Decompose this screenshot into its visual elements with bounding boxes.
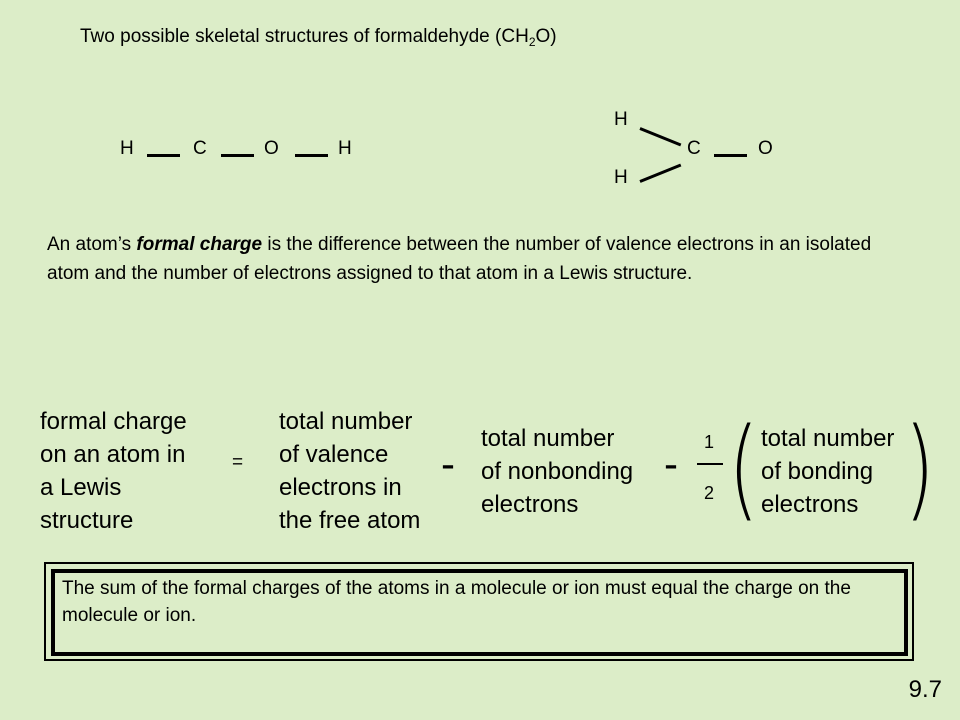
atom-c: C [193, 138, 207, 159]
minus-sign-2: - [664, 440, 678, 487]
slide-number: 9.7 [908, 676, 942, 703]
fraction-denominator: 2 [704, 483, 715, 503]
atom-h-left: H [120, 138, 134, 159]
page-title: Two possible skeletal structures of formaldehyde $(CH_2O)$ [80, 26, 557, 49]
atom-o2: O [758, 138, 773, 159]
atom-h-right: H [338, 138, 352, 159]
fraction-numerator: 1 [704, 432, 715, 452]
atom-h-bottom: H [614, 167, 628, 188]
atom-c2: C [687, 138, 701, 159]
formal-charge-definition: An atom’s formal charge is the difference between the number of valence electrons in an isolated atom and the number of electrons assigned to that atom in a Lewis structure. [47, 234, 872, 284]
atom-h-top: H [614, 109, 628, 130]
bond-hbottom-c [639, 164, 681, 183]
formula-valence-electrons: total number of valence electrons in the free atom [279, 408, 421, 534]
bond-c-o [221, 154, 254, 157]
atom-o: O [264, 138, 279, 159]
open-parenthesis: ( [728, 404, 759, 532]
formal-charge-sum-note: The sum of the formal charges of the atoms in a molecule or ion must equal the charge on the molecule or ion. [62, 578, 851, 626]
formula-nonbonding-electrons: total number of nonbonding electrons [481, 425, 634, 518]
formula-bonding-electrons: total number of bonding electrons [761, 425, 895, 518]
close-parenthesis: ) [904, 404, 935, 532]
minus-sign-1: - [441, 440, 455, 487]
bond-o-h [295, 154, 328, 157]
bond-c-o-2 [714, 154, 747, 157]
bond-htop-c [639, 127, 681, 146]
bond-h-c [147, 154, 180, 157]
term-formal-charge: formal charge [136, 234, 263, 255]
equals-sign: = [232, 452, 244, 473]
fraction-bar [697, 463, 723, 465]
formula-lhs: formal charge on an atom in a Lewis structure [40, 408, 187, 534]
